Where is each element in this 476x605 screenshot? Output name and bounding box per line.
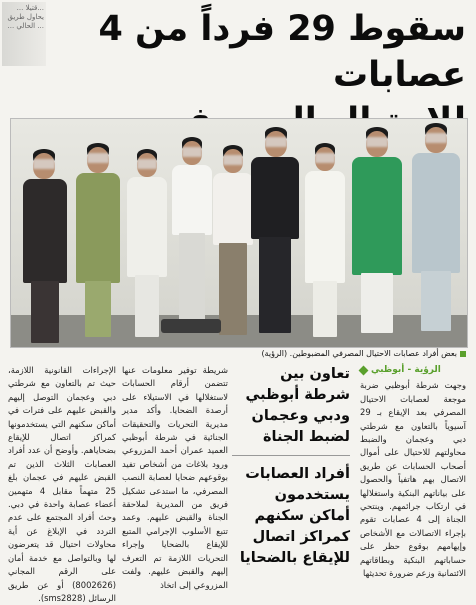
subhead-divider: [232, 455, 350, 456]
photo-caption: [10, 347, 466, 360]
article-column-1: [360, 364, 466, 578]
article-column-3: [122, 364, 228, 590]
adjacent-article-snippet: ...قتيلا ... يحاول طريق ... الحالي ...: [2, 2, 46, 66]
article-text: الإجراءات القانونية اللازمة، حيث تم بالتعاون مع شرطتي دبي وعجمان التوصل إليهم والقبض عليهم على فترات في أماكن سكنهم التي يستخدمونها كمراكز اتصال للإيقاع بضحاياهم. وأوضح أن عدد أفراد العصابات الثلاث الذين تم القبض عليهم في عجمان بلغ 25 متهماً مقابل 4 متهمين أعضاء عصابة واحدة في دبي. وحث أفراد المجتمع على عدم التردد في الإبلاغ عن أية محاولات احتيال قد يتعرضون لها وبالتواصل مع خدمة أمان على الرقم المجاني (8002626) أو عن طريق الرسائل (sms2828).: [8, 365, 116, 603]
photo-person: [247, 127, 303, 337]
section-tag: [360, 364, 466, 377]
photo-person: [73, 143, 123, 341]
photo-person: [349, 127, 405, 339]
subheads-column: [232, 364, 350, 578]
section-tag-text: الرؤية - أبوظبي: [371, 365, 441, 375]
photo-person: [169, 137, 215, 337]
section-tag-icon: [359, 366, 369, 376]
subhead-2: أفراد العصابات يستخدمون أماكن سكنهم كمراكز اتصال للإيقاع بالضحايا: [239, 466, 350, 566]
photo-person: [303, 143, 347, 341]
article-photo: [10, 118, 468, 348]
headline-line-1: سقوط 29 فرداً من 4 عصابات: [98, 9, 466, 95]
subhead-1: تعاون بين شرطة أبوظبي ودبي وعجمان لضبط الجناة: [245, 366, 350, 445]
article-text: شريطة توفير معلومات عنها تتضمن أرقام الحسابات لاستغلالها في الاستيلاء على أرصدة الضحايا. وأكد مدير مديرية التحريات والتحقيقات الجنائية في شرطة أبوظبي العميد عمران أحمد المزروعي ورود بلاغات من أشخاص تفيد بوقوعهم ضحايا لعصابة النصب المصرفي، ما استدعى تشكيل فريق من المديرية لملاحقة الجناة والقبض عليهم. وعمد تتبع الأسلوب الإجرامي المتبع للإيقاع بالضحايا وإجراء التحريات اللازمة تم التعرف إليهم والقبض عليهم. ولفت المزروعي إلى اتخاذ: [122, 365, 228, 590]
photo-person: [409, 123, 463, 337]
caption-marker-icon: [460, 351, 466, 357]
seized-items: [161, 319, 221, 333]
photo-person: [21, 149, 69, 347]
photo-person: [125, 149, 169, 341]
article-text: وجهت شرطة أبوظبي ضربة موجعة لعصابات الاحتيال المصرفي بعد الإيقاع بـ 29 آسيوياً بالتعاون مع شرطتي دبي وعجمان والضبط محاولتهم للاحتيال على أموال أصحاب الحسابات عن طريق الاتصال بهم هاتفياً والحصول على بياناتهم البنكية واستغلالها في ارتكاب جرائمهم. وينتحي الجناة إلى 4 عصابات تقوم بإجراء الاتصالات مع الأشخاص وإيهامهم بوقوع حظر على حساباتهم البنكية وبطاقاتهم الائتمانية وزعم ضرورة تحديثها: [360, 380, 467, 579]
article-column-4: [8, 364, 116, 603]
photo-caption-text: بعض أفراد عصابات الاحتيال المصرفي المضبوطين. (الرؤية): [261, 349, 457, 358]
